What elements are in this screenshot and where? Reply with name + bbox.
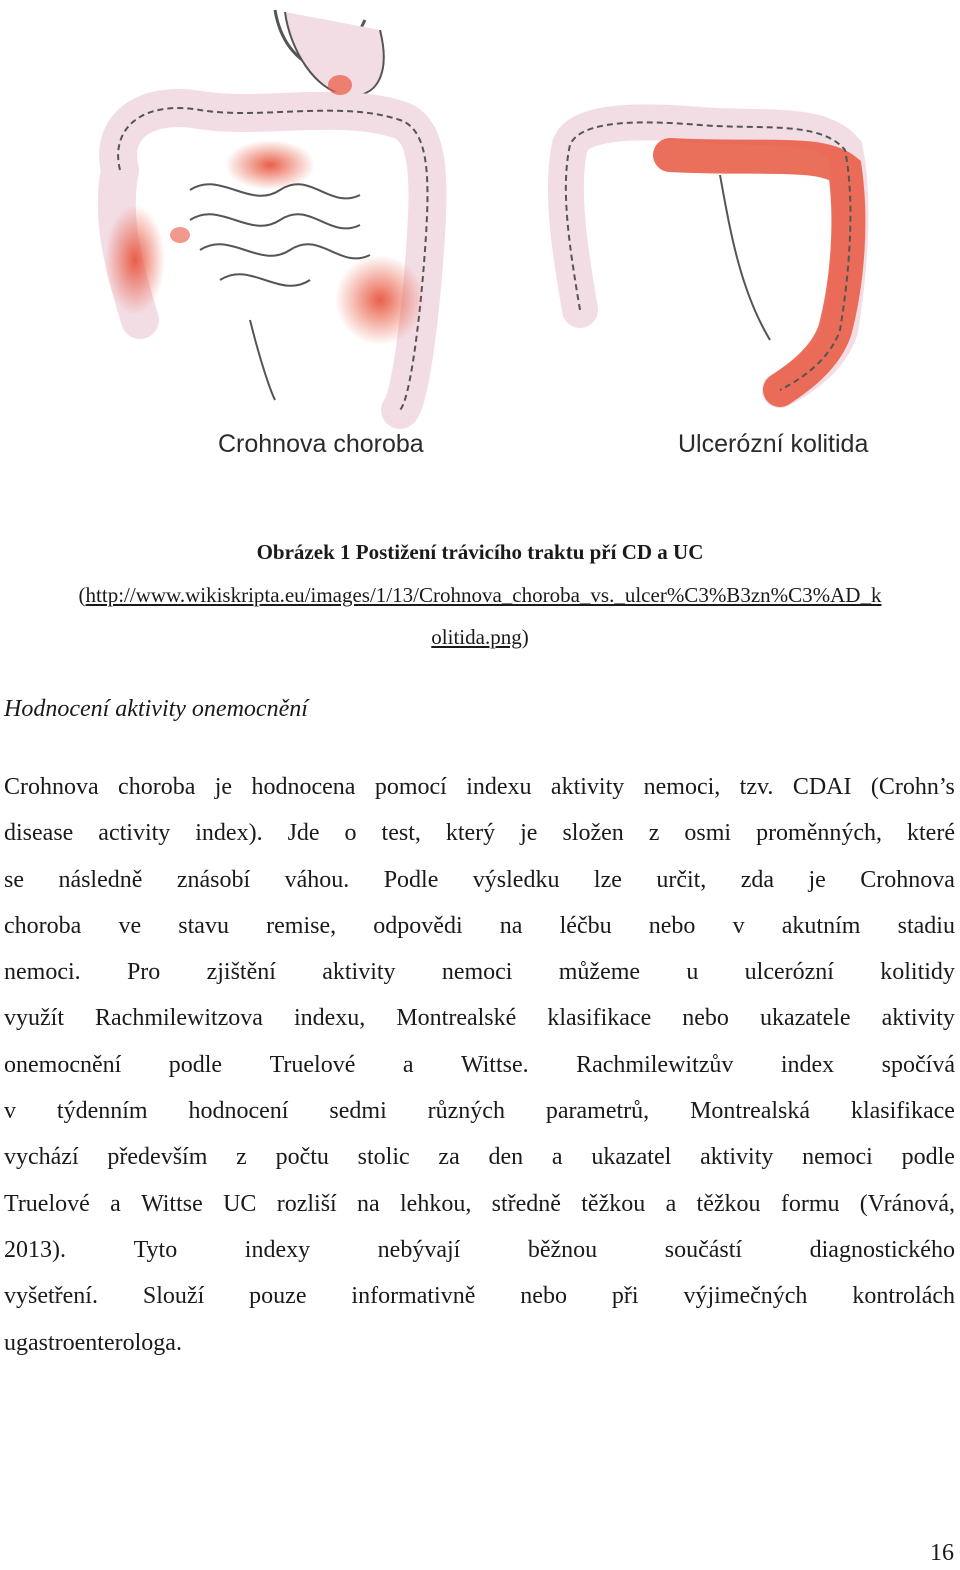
- crohn-intestine-drawing: [105, 10, 427, 410]
- paragraph-line: u gastroenterologa.: [4, 1329, 182, 1356]
- figure-caption-url: [0, 583, 960, 608]
- paragraph-line: vyšetření. Slouží pouze informativně nebo při výjimečných kontrolách: [4, 1283, 955, 1310]
- paragraph-line: Crohnova choroba je hodnocena pomocí indexu aktivity nemoci, tzv. CDAI (Crohn’s: [4, 774, 955, 800]
- paragraph-line: využít Rachmilewitzova indexu, Montrealské klasifikace nebo ukazatele aktivity: [4, 1005, 955, 1032]
- paragraph-line: v týdenním hodnocení sedmi různých parametrů, Montrealská klasifikace: [4, 1098, 955, 1125]
- page-number: 16: [930, 1540, 954, 1566]
- paragraph-line: disease activity index). Jde o test, který je složen z osmi proměnných, které: [4, 820, 955, 847]
- colitis-intestine-drawing: [566, 122, 851, 390]
- label-crohn: Crohnova choroba: [218, 430, 424, 458]
- paragraph-line: nemoci. Pro zjištění aktivity nemoci můžeme u ulcerózní kolitidy: [4, 959, 955, 986]
- label-colitis: Ulcerózní kolitida: [678, 430, 869, 458]
- caption-url-open: (: [78, 583, 86, 607]
- paragraph-line: choroba ve stavu remise, odpovědi na léčbu nebo v akutním stadiu: [4, 912, 955, 939]
- paragraph-line: 2013). Tyto indexy nebývají běžnou součástí diagnostického: [4, 1236, 955, 1263]
- paragraph-line: vychází především z počtu stolic za den a ukazatel aktivity nemoci podle: [4, 1144, 955, 1171]
- caption-url-close: ): [521, 625, 529, 649]
- body-paragraph: [4, 764, 955, 1366]
- paragraph-line: onemocnění podle Truelové a Wittse. Rachmilewitzův index spočívá: [4, 1051, 955, 1078]
- section-heading: Hodnocení aktivity onemocnění: [4, 696, 308, 722]
- paragraph-line: se následně znásobí váhou. Podle výsledku lze určit, zda je Crohnova: [4, 866, 955, 893]
- caption-link-part1[interactable]: http://www.wikiskripta.eu/images/1/13/Crohnova_choroba_vs._ulcer%C3%B3zn%C3%AD_k: [85, 583, 882, 607]
- paragraph-line: Truelové a Wittse UC rozliší na lehkou, středně těžkou a těžkou formu (Vránová,: [4, 1190, 955, 1217]
- figure-caption-url-continued: [0, 625, 960, 650]
- digestive-tract-illustration: [80, 0, 880, 480]
- caption-link-part2[interactable]: olitida.png: [431, 625, 522, 649]
- intestine-drawings: [80, 0, 880, 480]
- figure-caption-title: Obrázek 1 Postižení trávicího traktu pří CD a UC: [256, 540, 704, 564]
